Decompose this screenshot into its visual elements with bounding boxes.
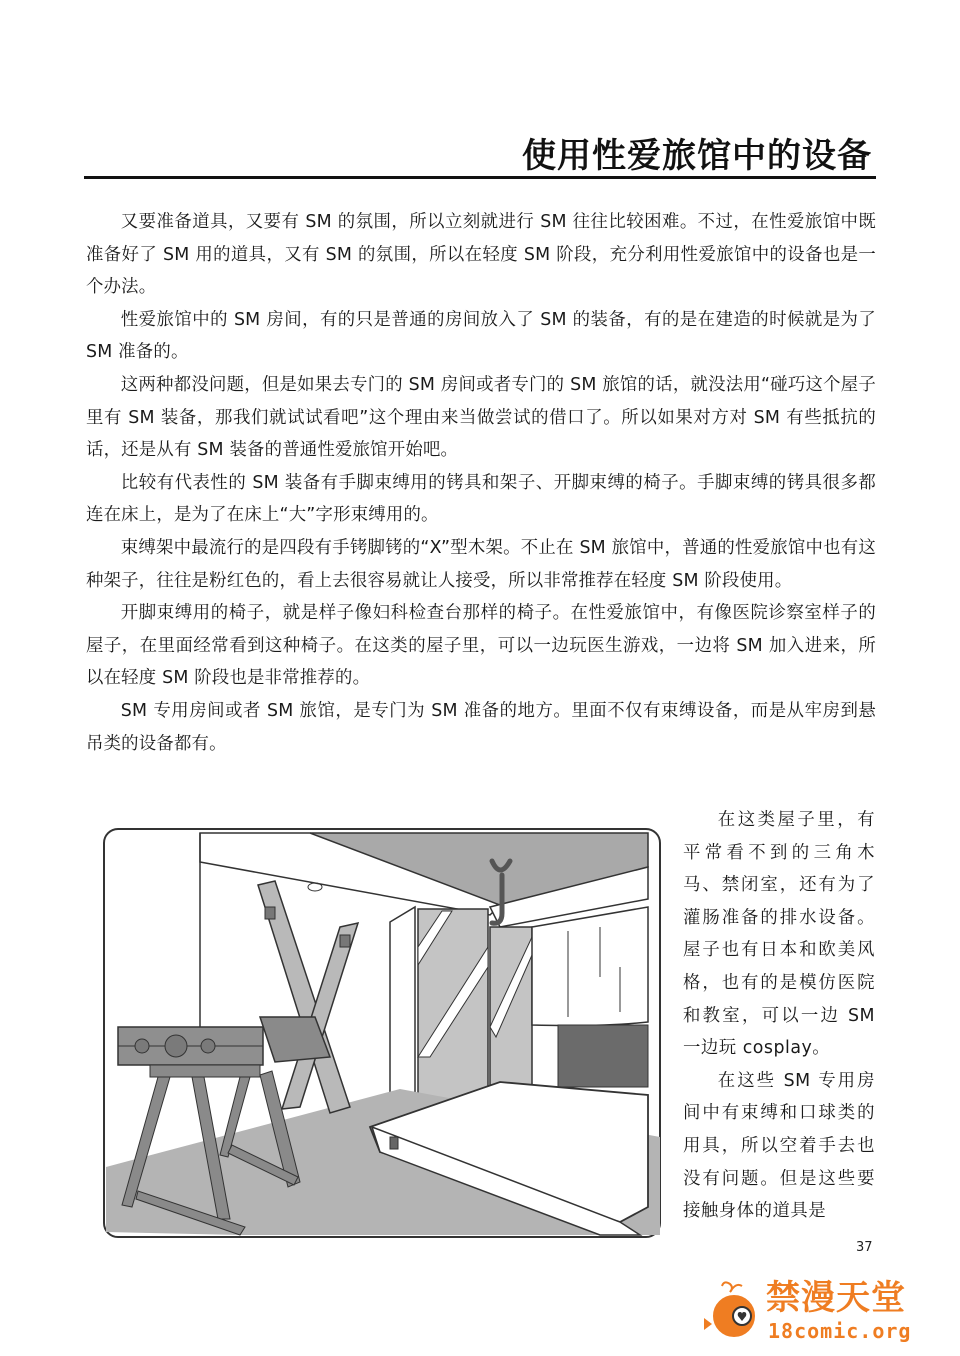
title-divider <box>84 176 876 179</box>
paragraph: 又要准备道具，又要有 SM 的氛围，所以立刻就进行 SM 往往比较困难。不过，在性爱旅馆中既准备好了 SM 用的道具，又有 SM 的氛围，所以在轻度 SM 阶段，充分利用性爱旅馆中的设备也是一个办法。 <box>86 212 876 298</box>
paragraph: SM 专用房间或者 SM 旅馆，是专门为 SM 准备的地方。里面不仅有束缚设备，而是从牢房到悬吊类的设备都有。 <box>86 700 876 754</box>
whale-mascot-icon <box>700 1278 766 1344</box>
page-title: 使用性爱旅馆中的设备 <box>522 136 872 176</box>
watermark-logo <box>700 1278 930 1350</box>
watermark-name: 禁漫天堂 <box>766 1278 906 1318</box>
side-text <box>683 804 875 1228</box>
paragraph: 在这些 SM 专用房间中有束缚和口球类的用具，所以空着手去也没有问题。但是这些要接触身体的道具是 <box>683 1070 875 1222</box>
room-illustration <box>100 827 665 1240</box>
paragraph: 这两种都没问题，但是如果去专门的 SM 房间或者专门的 SM 旅馆的话，就没法用“碰巧这个屋子里有 SM 装备，那我们就试试看吧”这个理由来当做尝试的借口了。所以如果对方对 SM 有些抵抗的话，还是从有 SM 装备的普通性爱旅馆开始吧。 <box>86 374 876 461</box>
pillar <box>390 907 415 1107</box>
paragraph: 束缚架中最流行的是四段有手铐脚铐的“X”型木架。不止在 SM 旅馆中，普通的性爱旅馆中也有这种架子，往往是粉红色的，看上去很容易就让人接受，所以非常推荐在轻度 SM 阶段使用。 <box>86 537 876 591</box>
paragraph: 比较有代表性的 SM 装备有手脚束缚用的铐具和架子、开脚束缚的椅子。手脚束缚的铐具很多都连在床上，是为了在床上“大”字形束缚用的。 <box>86 472 876 526</box>
paragraph: 在这类屋子里，有平常看不到的三角木马、禁闭室，还有为了灌肠准备的排水设备。屋子也有日本和欧美风格，也有的是模仿医院和教室，可以一边 SM 一边玩 cosplay。 <box>683 810 875 1059</box>
paragraph: 开脚束缚用的椅子，就是样子像妇科检查台那样的椅子。在性爱旅馆中，有像医院诊察室样子的屋子，在里面经常看到这种椅子。在这类的屋子里，可以一边玩医生游戏，一边将 SM 加入进来，所以在轻度 SM 阶段也是非常推荐的。 <box>86 603 876 689</box>
curtain <box>532 907 648 1026</box>
page-number: 37 <box>856 1240 873 1255</box>
watermark-url: 18comic.org <box>768 1319 912 1343</box>
main-text <box>86 206 876 760</box>
paragraph: 性爱旅馆中的 SM 房间，有的只是普通的房间放入了 SM 的装备，有的是在建造的时候就是为了 SM 准备的。 <box>86 309 876 363</box>
